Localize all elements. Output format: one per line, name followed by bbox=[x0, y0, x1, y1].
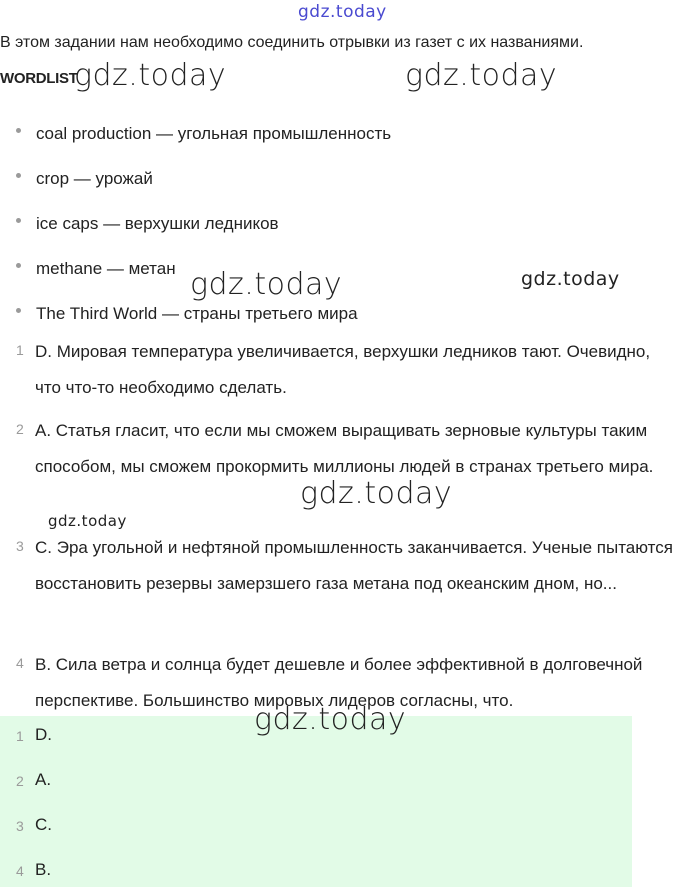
wordlist-item-text: methane — метан bbox=[36, 259, 176, 278]
answer-number: 3 bbox=[16, 818, 24, 834]
wordlist-heading: WORDLIST bbox=[0, 70, 78, 87]
wordlist-item-text: coal production — угольная промышленность bbox=[36, 124, 392, 143]
bullet-icon bbox=[16, 128, 21, 133]
answer-row bbox=[0, 761, 632, 806]
bullet-icon bbox=[16, 308, 21, 313]
answer-number: 2 bbox=[16, 773, 24, 789]
translation-text: B. Сила ветра и солнца будет дешевле и более эффективной в долговечной перспективе. Большинство мировых лидеров согласны, что. bbox=[35, 655, 643, 710]
answer-text: C. bbox=[35, 815, 52, 834]
watermark-top: gdz.today bbox=[298, 2, 387, 22]
watermark: gdz.today bbox=[300, 476, 453, 511]
translation-text: C. Эра угольной и нефтяной промышленность заканчивается. Ученые пытаются восстановить резервы замерзшего газа метана под океанским дном, но... bbox=[35, 538, 673, 593]
answer-number: 1 bbox=[16, 728, 24, 744]
answer-row bbox=[0, 851, 632, 896]
answer-block bbox=[0, 716, 632, 887]
answer-text: D. bbox=[35, 725, 52, 744]
item-number: 4 bbox=[16, 655, 24, 671]
answer-text: B. bbox=[35, 860, 52, 879]
answer-row bbox=[0, 806, 632, 851]
watermark: gdz.today bbox=[521, 268, 620, 290]
wordlist-item-text: crop — урожай bbox=[36, 169, 153, 188]
item-number: 1 bbox=[16, 342, 24, 358]
item-number: 3 bbox=[16, 538, 24, 554]
answer-text: A. bbox=[35, 770, 52, 789]
item-number: 2 bbox=[16, 421, 24, 437]
intro-text: В этом задании нам необходимо соединить отрывки из газет с их названиями. bbox=[0, 34, 584, 51]
bullet-icon bbox=[16, 218, 21, 223]
watermark: gdz.today bbox=[405, 58, 558, 93]
watermark: gdz.today bbox=[190, 267, 343, 302]
wordlist-item-text: ice caps — верхушки ледников bbox=[36, 214, 279, 233]
watermark: gdz.today bbox=[74, 58, 227, 93]
bullet-icon bbox=[16, 263, 21, 268]
watermark: gdz.today bbox=[48, 512, 127, 530]
bullet-icon bbox=[16, 173, 21, 178]
wordlist-item-text: The Third World — страны третьего мира bbox=[36, 304, 358, 323]
watermark: gdz.today bbox=[254, 702, 407, 737]
translation-text: D. Мировая температура увеличивается, верхушки ледников тают. Очевидно, что что-то необходимо сделать. bbox=[35, 342, 651, 397]
answer-number: 4 bbox=[16, 863, 24, 879]
translation-text: A. Статья гласит, что если мы сможем выращивать зерновые культуры таким способом, мы сможем прокормить миллионы людей в странах третьего мира. bbox=[35, 421, 654, 476]
